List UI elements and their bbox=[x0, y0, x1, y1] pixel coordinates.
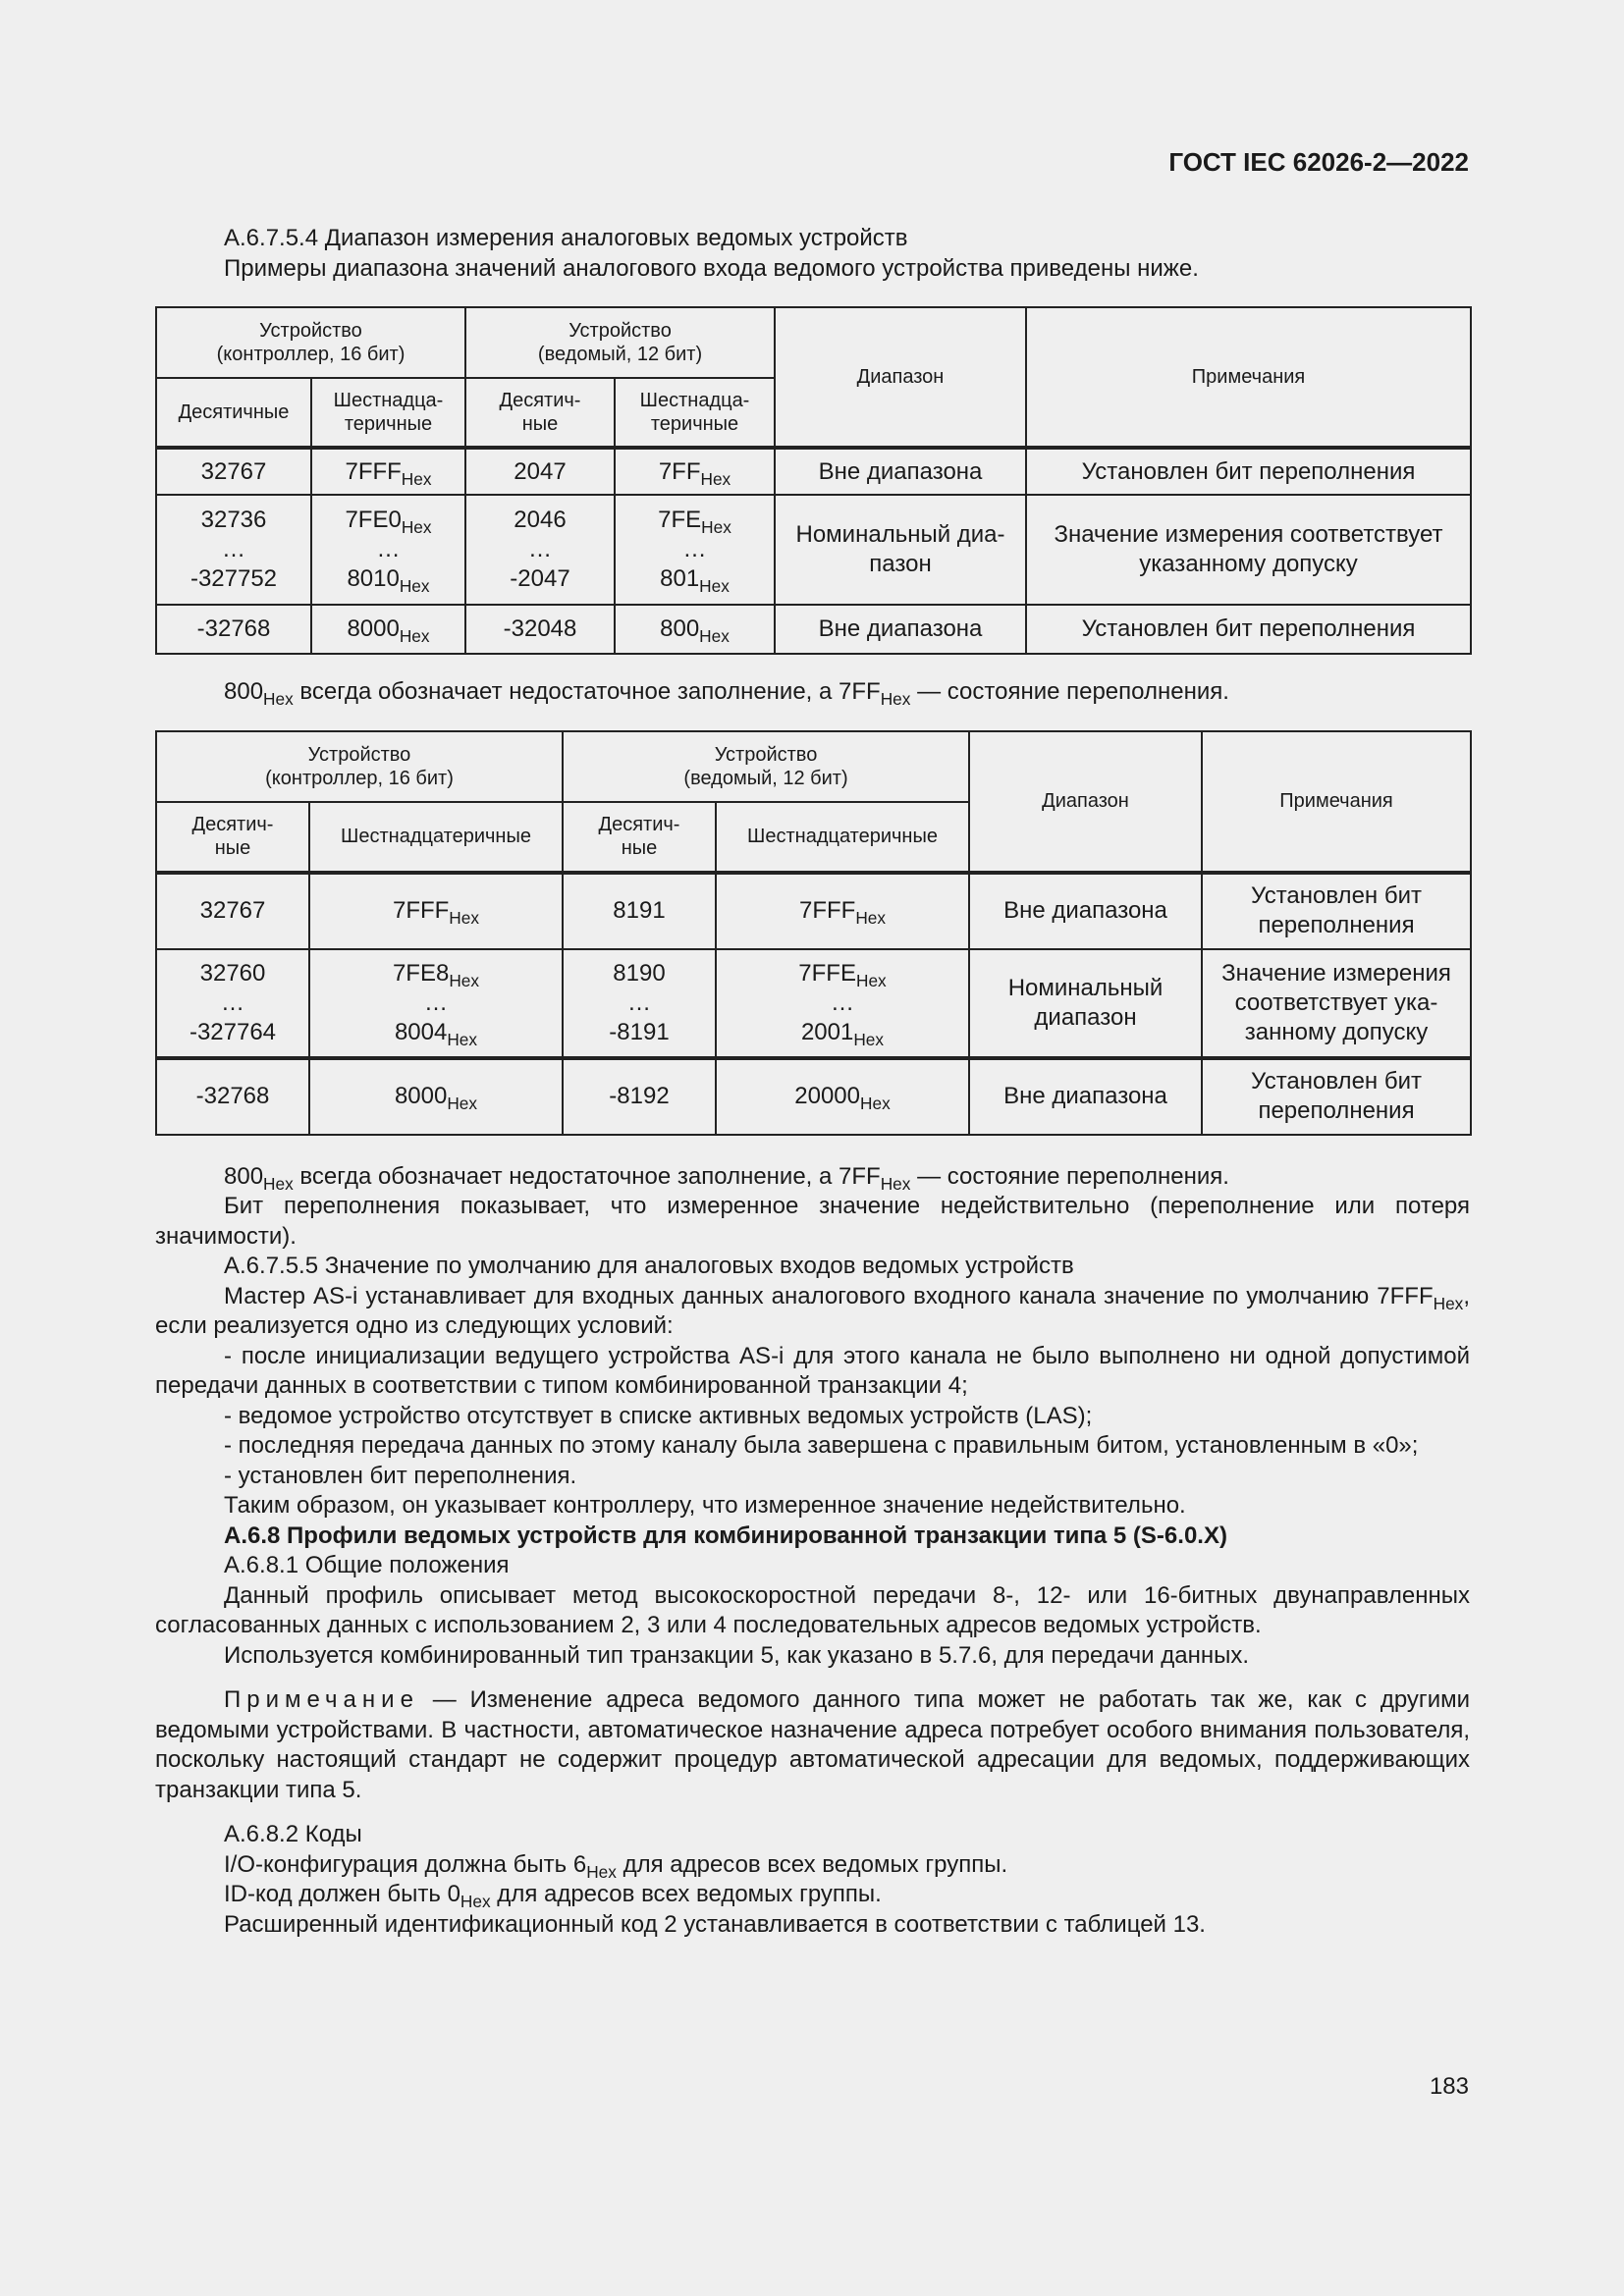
section-heading: А.6.7.5.5 Значение по умолчанию для аналоговых входов ведомых устройств bbox=[224, 1253, 1074, 1279]
table-note: $800_{Hex}$ всегда обозначает недостаточное заполнение, а $7FF_{Hex}$ — состояние переполнения. bbox=[224, 1162, 1229, 1194]
header-hex: Шестнадцатеричные bbox=[716, 802, 969, 873]
table-row: -32768 $8000_{Hex}$ -8192 $20000_{Hex}$ Вне диапазона Установлен бит переполнения bbox=[156, 1058, 1471, 1135]
table-row: 32767 $7FFF_{Hex}$ 2047 $7FF_{Hex}$ Вне диапазона Установлен бит переполнения bbox=[156, 448, 1471, 495]
header-decimal: Десятич- ные bbox=[156, 802, 309, 873]
header-controller: Устройство (контроллер, 16 бит) bbox=[156, 307, 465, 378]
table-note: $800_{Hex}$ всегда обозначает недостаточное заполнение, а $7FF_{Hex}$ — состояние переполнения. bbox=[224, 678, 1229, 710]
header-decimal: Десятич- ные bbox=[563, 802, 716, 873]
paragraph: Таким образом, он указывает контроллеру, что измеренное значение недействительно. bbox=[224, 1492, 1186, 1519]
list-item: - после инициализации ведущего устройства AS-i для этого канала не было выполнено ни одной допустимой передачи данных в соответствии с типом комбинированной транзакции 4; bbox=[155, 1342, 1470, 1399]
range-table-1 bbox=[155, 306, 1472, 655]
paragraph: Мастер AS-i устанавливает для входных данных аналогового входного канала значение по умолчанию $7FFF_{Hex}$, если реализуется одно из следующих условий: bbox=[155, 1282, 1470, 1339]
page-content bbox=[155, 224, 1470, 1940]
paragraph: I/O-конфигурация должна быть $6_{Hex}$ для адресов всех ведомых группы. bbox=[224, 1850, 1008, 1882]
paragraph: Бит переполнения показывает, что измеренное значение недействительно (переполнение или потеря значимости). bbox=[155, 1193, 1470, 1250]
header-decimal: Десятичные bbox=[156, 378, 311, 448]
header-slave: Устройство (ведомый, 12 бит) bbox=[563, 731, 969, 802]
header-range: Диапазон bbox=[969, 731, 1202, 873]
header-hex: Шестнадца- теричные bbox=[615, 378, 775, 448]
table-row: -32768 $8000_{Hex}$ -32048 $800_{Hex}$ Вне диапазона Установлен бит переполнения bbox=[156, 605, 1471, 654]
section-heading: А.6.8 Профили ведомых устройств для комбинированной транзакции типа 5 (S-6.0.X) bbox=[224, 1522, 1227, 1549]
paragraph: Используется комбинированный тип транзакции 5, как указано в 5.7.6, для передачи данных. bbox=[224, 1641, 1250, 1669]
header-controller: Устройство (контроллер, 16 бит) bbox=[156, 731, 563, 802]
paragraph: Данный профиль описывает метод высокоскоростной передачи 8-, 12- или 16-битных двунаправленных согласованных данных с использованием 2, 3 или 4 последовательных адресов ведомых устройств. bbox=[155, 1581, 1470, 1638]
intro-paragraph: Примеры диапазона значений аналогового входа ведомого устройства приведены ниже. bbox=[224, 254, 1199, 282]
section-heading: А.6.8.1 Общие положения bbox=[224, 1552, 510, 1578]
note-paragraph: Примечание — Изменение адреса ведомого данного типа может не работать так же, как с другими ведомыми устройствами. В частности, автоматическое назначение адреса потребует особого внимания пользователя, поскольку настоящий стандарт не содержит процедур автоматической адресации для ведомых, поддерживающих транзакции типа 5. bbox=[155, 1686, 1470, 1803]
header-slave: Устройство (ведомый, 12 бит) bbox=[465, 307, 775, 378]
section-heading: А.6.8.2 Коды bbox=[224, 1821, 362, 1847]
paragraph: Расширенный идентификационный код 2 устанавливается в соответствии с таблицей 13. bbox=[224, 1910, 1206, 1938]
header-hex: Шестнадцатеричные bbox=[309, 802, 563, 873]
table-row: 32767 $7FFF_{Hex}$ 8191 $7FFF_{Hex}$ Вне диапазона Установлен бит переполнения bbox=[156, 873, 1471, 949]
table-row: 32760 … -327764 $7FE8_{Hex}$ … $8004_{Hex}$ 8190 … -8191 $7FFE_{Hex}$ … $2001_{Hex}$ Номинальный диапазон Значение измерения соответствует ука- занному допуску bbox=[156, 949, 1471, 1058]
list-item: - ведомое устройство отсутствует в списке активных ведомых устройств (LAS); bbox=[224, 1402, 1093, 1429]
table-row: 32736 … -327752 $7FE0_{Hex}$ … $8010_{Hex}$ 2046 … -2047 $7FE_{Hex}$ … $801_{Hex}$ Номинальный диа- пазон Значение измерения соответствует указанному допуску bbox=[156, 495, 1471, 605]
range-table-2 bbox=[155, 730, 1472, 1136]
page-number: 183 bbox=[1429, 2073, 1469, 2100]
list-item: - последняя передача данных по этому каналу была завершена с правильным битом, установленным в «0»; bbox=[224, 1432, 1419, 1459]
list-item: - установлен бит переполнения. bbox=[224, 1462, 577, 1489]
header-notes: Примечания bbox=[1202, 731, 1471, 873]
note-label: Примечание bbox=[224, 1686, 419, 1713]
header-hex: Шестнадца- теричные bbox=[311, 378, 465, 448]
header-range: Диапазон bbox=[775, 307, 1026, 448]
document-header: ГОСТ IEC 62026-2—2022 bbox=[1168, 147, 1469, 177]
paragraph: ID-код должен быть $0_{Hex}$ для адресов всех ведомых группы. bbox=[224, 1881, 882, 1912]
section-heading: А.6.7.5.4 Диапазон измерения аналоговых ведомых устройств bbox=[224, 225, 908, 251]
header-notes: Примечания bbox=[1026, 307, 1471, 448]
header-decimal: Десятич- ные bbox=[465, 378, 615, 448]
